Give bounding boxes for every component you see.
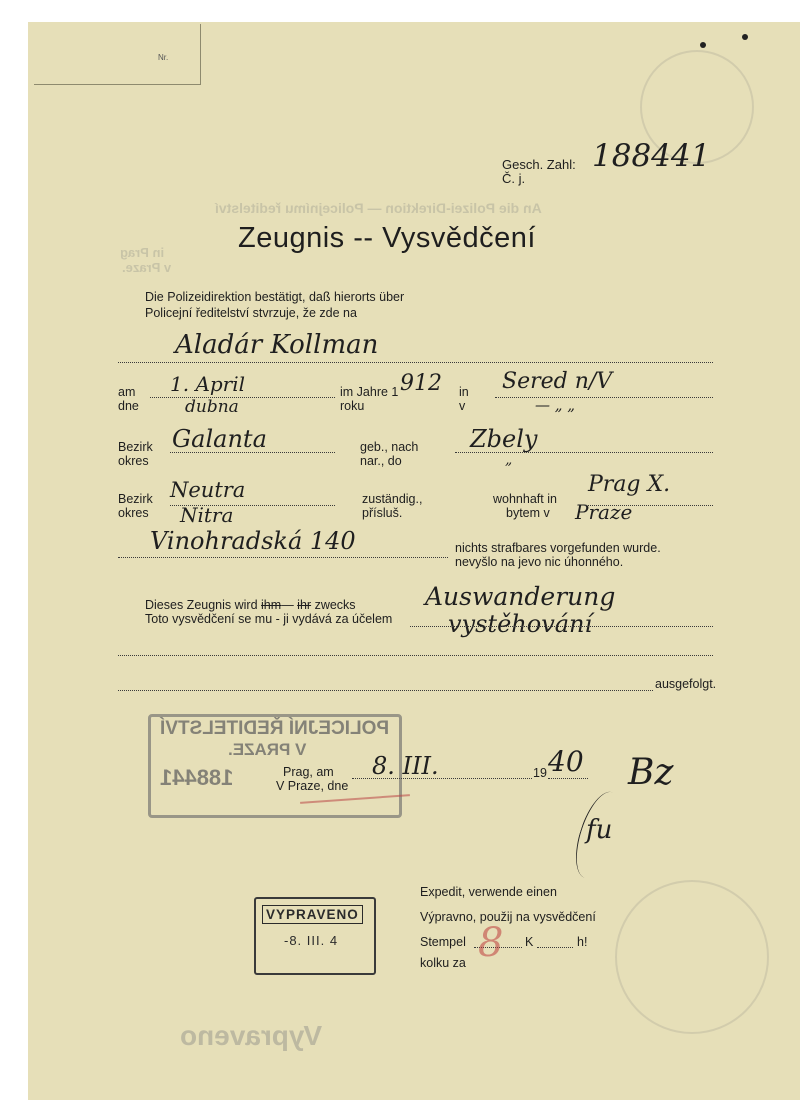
purpose-line-de-a: Dieses Zeugnis wird bbox=[145, 598, 258, 612]
person-name: Aladár Kollman bbox=[175, 330, 379, 360]
nar-label: nar., do bbox=[360, 454, 402, 468]
purpose-strike-ihm: ihm bbox=[261, 598, 282, 612]
name-line bbox=[118, 362, 713, 363]
purpose-value-cz: vystěhování bbox=[448, 610, 593, 638]
am-label: am bbox=[118, 385, 136, 399]
year-label-de: im Jahre 1 bbox=[340, 385, 399, 399]
number-box bbox=[34, 24, 201, 85]
domicile-city-de: Prag X. bbox=[588, 472, 671, 497]
issue-year-suffix: 40 bbox=[548, 745, 584, 778]
cj-label: Č. j. bbox=[502, 171, 526, 186]
gesch-zahl-label: Gesch. Zahl: bbox=[502, 157, 576, 172]
police-stamp-line1: POLICEJNÍ ŘEDITELSTVÍ bbox=[160, 718, 390, 739]
birth-day-line bbox=[150, 397, 335, 398]
prag-am-label: Prag, am bbox=[283, 765, 334, 779]
birth-place: Sered n/V bbox=[502, 369, 613, 394]
intro-czech: Policejní ředitelství stvrzuje, že zde na bbox=[145, 306, 357, 320]
stempel-h: h! bbox=[577, 935, 588, 949]
page-title: Zeugnis -- Vysvědčení bbox=[238, 222, 536, 254]
domicile-district-line bbox=[170, 505, 335, 506]
purpose-line-1 bbox=[410, 626, 713, 627]
purpose-strike-ihr: ihr bbox=[297, 598, 312, 612]
birth-day-cz: dubna bbox=[185, 397, 239, 417]
purpose-line-cz: Toto vysvědčení se mu - ji vydává za účelem bbox=[145, 612, 393, 626]
issue-year-line bbox=[548, 778, 588, 779]
vypraveno-stamp-label: VYPRAVENO bbox=[262, 905, 363, 924]
birth-place-line bbox=[495, 397, 713, 398]
issue-date: 8. III. bbox=[372, 752, 439, 780]
expedit-line-1: Expedit, verwende einen bbox=[420, 885, 557, 899]
okres-label-1: okres bbox=[118, 454, 149, 468]
birth-year-value: 912 bbox=[400, 371, 442, 396]
bleed-through-in-prag: in Prag bbox=[120, 245, 165, 260]
v-praze-dne-label: V Praze, dne bbox=[276, 779, 349, 793]
bleed-through-bottom: Vypraveno bbox=[180, 1020, 323, 1051]
bleed-through-v-praze: v Praze. bbox=[122, 260, 172, 275]
bleed-through-header: An die Polizei-Direktion — Policejnímu ředitelství bbox=[215, 200, 542, 216]
gesch-zahl-value: 188441 bbox=[592, 138, 711, 174]
result-czech: nevyšlo na jevo nic úhonného. bbox=[455, 555, 624, 569]
police-stamp-number: 188441 bbox=[160, 765, 234, 790]
bezirk-label-2: Bezirk bbox=[118, 492, 153, 506]
year-label-cz: roku bbox=[340, 399, 365, 413]
domicile-city-line bbox=[585, 505, 713, 506]
vypraveno-stamp-date: -8. III. 4 bbox=[284, 933, 339, 948]
police-stamp-line2: V PRAZE. bbox=[228, 740, 307, 759]
purpose-line-2 bbox=[118, 655, 713, 656]
expedit-line-2: Výpravno, použij na vysvědčení bbox=[420, 910, 596, 924]
stempel-line-2 bbox=[537, 947, 573, 948]
domicile-city-cz: Praze bbox=[575, 500, 633, 524]
stamp-fee-amount: 8 bbox=[478, 920, 504, 966]
bytem-label: bytem v bbox=[506, 506, 550, 520]
purpose-line-de-b: zwecks bbox=[314, 598, 356, 612]
ausgefolgt-label: ausgefolgt. bbox=[655, 677, 717, 691]
intro-german: Die Polizeidirektion bestätigt, daß hierorts über bbox=[145, 290, 405, 304]
punch-hole-2 bbox=[742, 34, 748, 40]
address-line bbox=[118, 557, 448, 558]
in-label: in bbox=[459, 385, 469, 399]
domicile-district-cz: Nitra bbox=[180, 503, 234, 527]
domicile-address: Vinohradská 140 bbox=[150, 527, 356, 555]
birth-place-cz: — „ „ bbox=[535, 396, 576, 414]
punch-hole-1 bbox=[700, 42, 706, 48]
birth-district-line bbox=[170, 452, 335, 453]
prislus-label: přísluš. bbox=[362, 506, 403, 520]
v-label: v bbox=[459, 399, 466, 413]
domicile-district-de: Neutra bbox=[170, 478, 246, 502]
result-german: nichts strafbares vorgefunden wurde. bbox=[455, 541, 661, 555]
dne-label: dne bbox=[118, 399, 139, 413]
stempel-k: K bbox=[525, 935, 534, 949]
purpose-line-3 bbox=[118, 690, 653, 691]
purpose-dash: — bbox=[281, 598, 294, 612]
wohnhaft-label: wohnhaft in bbox=[493, 492, 557, 506]
geb-place-line bbox=[455, 452, 713, 453]
purpose-value-de: Auswanderung bbox=[425, 582, 616, 611]
geb-label: geb., nach bbox=[360, 440, 419, 454]
official-signature: Bz bbox=[628, 752, 674, 793]
birth-day-de: 1. April bbox=[170, 372, 246, 396]
nr-label: Nr. bbox=[158, 53, 169, 62]
stempel-label: Stempel bbox=[420, 935, 466, 949]
geb-place: Zbely bbox=[470, 425, 538, 453]
kolku-za-label: kolku za bbox=[420, 956, 466, 970]
okres-label-2: okres bbox=[118, 506, 149, 520]
bleed-through-circle-bottom bbox=[615, 880, 769, 1034]
purpose-line-de bbox=[145, 598, 356, 612]
geb-place-cz: „ bbox=[505, 452, 513, 468]
clerk-initials: fu bbox=[586, 815, 613, 845]
vypraveno-stamp bbox=[254, 897, 376, 975]
issue-year-prefix: 19 bbox=[533, 766, 547, 780]
zustandig-label: zuständig., bbox=[362, 492, 423, 506]
issue-date-line bbox=[352, 778, 532, 779]
bezirk-label-1: Bezirk bbox=[118, 440, 153, 454]
birth-district: Galanta bbox=[172, 425, 267, 453]
